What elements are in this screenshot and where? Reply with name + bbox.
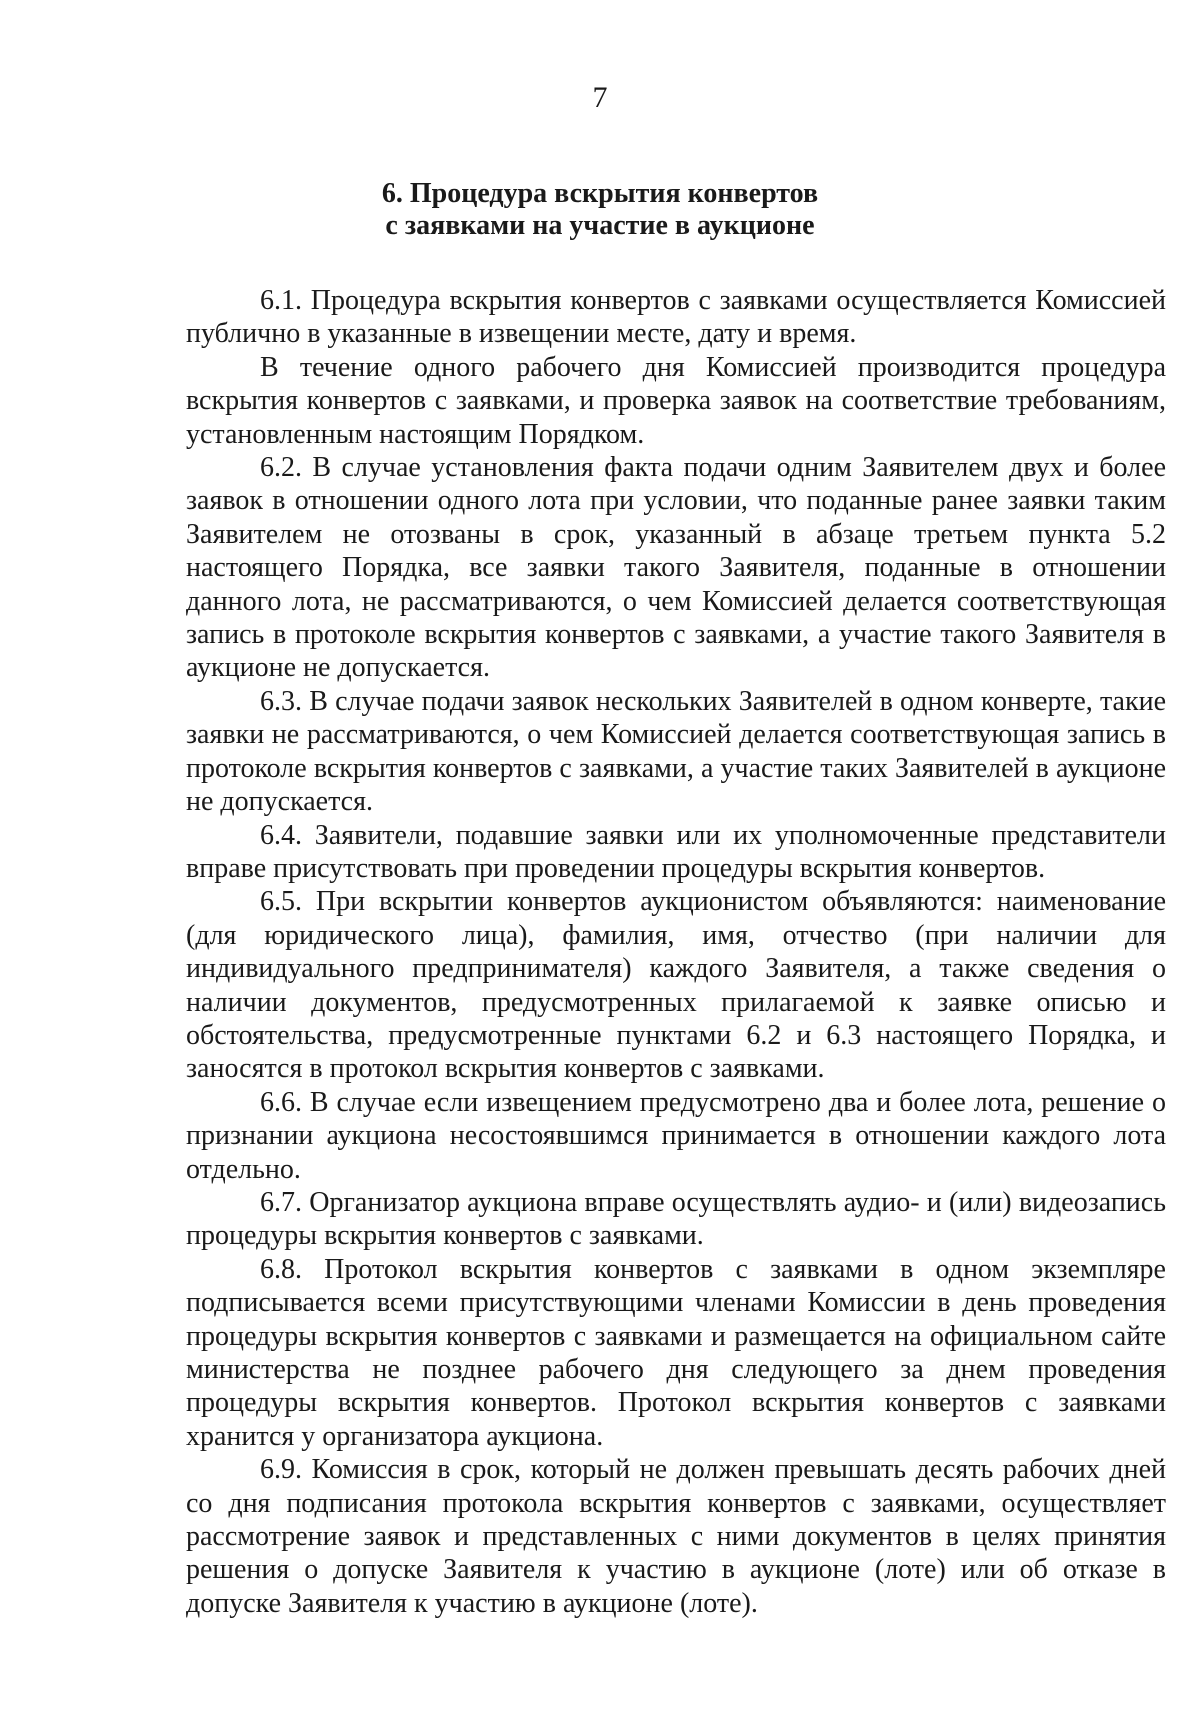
paragraph-6-3: 6.3. В случае подачи заявок нескольких Заявителей в одном конверте, такие заявки не рассматриваются, о чем Комиссией делается соответствующая запись в протоколе вскрытия конвертов с заявками, а участие таких Заявителей в аукционе не допускается. <box>186 685 1166 818</box>
paragraph-6-8: 6.8. Протокол вскрытия конвертов с заявками в одном экземпляре подписывается всеми присутствующими членами Комиссии в день проведения процедуры вскрытия конвертов с заявками и размещается на официальном сайте министерства не позднее рабочего дня следующего за днем проведения процедуры вскрытия конвертов. Протокол вскрытия конвертов с заявками хранится у организатора аукциона. <box>186 1253 1166 1452</box>
paragraph-6-5: 6.5. При вскрытии конвертов аукционистом объявляются: наименование (для юридического лица), фамилия, имя, отчество (при наличии для индивидуального предпринимателя) каждого Заявителя, а также сведения о наличии документов, предусмотренных прилагаемой к заявке описью и обстоятельства, предусмотренные пунктами 6.2 и 6.3 настоящего Порядка, и заносятся в протокол вскрытия конвертов с заявками. <box>186 886 1166 1085</box>
paragraph-6-7: 6.7. Организатор аукциона вправе осуществлять аудио- и (или) видеозапись процедуры вскрытия конвертов с заявками. <box>186 1186 1166 1252</box>
paragraph-6-2: 6.2. В случае установления факта подачи одним Заявителем двух и более заявок в отношении одного лота при условии, что поданные ранее заявки таким Заявителем не отозваны в срок, указанный в абзаце третьем пункта 5.2 настоящего Порядка, все заявки такого Заявителя, поданные в отношении данного лота, не рассматриваются, о чем Комиссией делается соответствующая запись в протоколе вскрытия конвертов с заявками, а участие такого Заявителя в аукционе не допускается. <box>186 452 1166 684</box>
paragraph-6-9: 6.9. Комиссия в срок, который не должен превышать десять рабочих дней со дня подписания протокола вскрытия конвертов с заявками, осуществляет рассмотрение заявок и представленных с ними документов в целях принятия решения о допуске Заявителя к участию в аукционе (лоте) или об отказе в допуске Заявителя к участию в аукционе (лоте). <box>186 1454 1166 1619</box>
section-heading <box>0 178 1200 242</box>
paragraph-6-1-continued: В течение одного рабочего дня Комиссией производится процедура вскрытия конвертов с заявками, и проверка заявок на соответствие требованиям, установленным настоящим Порядком. <box>186 351 1166 450</box>
paragraph-6-1: 6.1. Процедура вскрытия конвертов с заявками осуществляется Комиссией публично в указанные в извещении месте, дату и время. <box>186 285 1166 350</box>
page-number: 7 <box>592 81 608 114</box>
section-heading-line-2: с заявками на участие в аукционе <box>385 210 815 241</box>
paragraph-6-6: 6.6. В случае если извещением предусмотрено два и более лота, решение о признании аукциона несостоявшимся принимается в отношении каждого лота отдельно. <box>186 1086 1166 1185</box>
body-text <box>186 284 1166 1620</box>
paragraph-6-4: 6.4. Заявители, подавшие заявки или их уполномоченные представители вправе присутствовать при проведении процедуры вскрытия конвертов. <box>186 819 1166 884</box>
section-heading-line-1: 6. Процедура вскрытия конвертов <box>381 178 819 209</box>
